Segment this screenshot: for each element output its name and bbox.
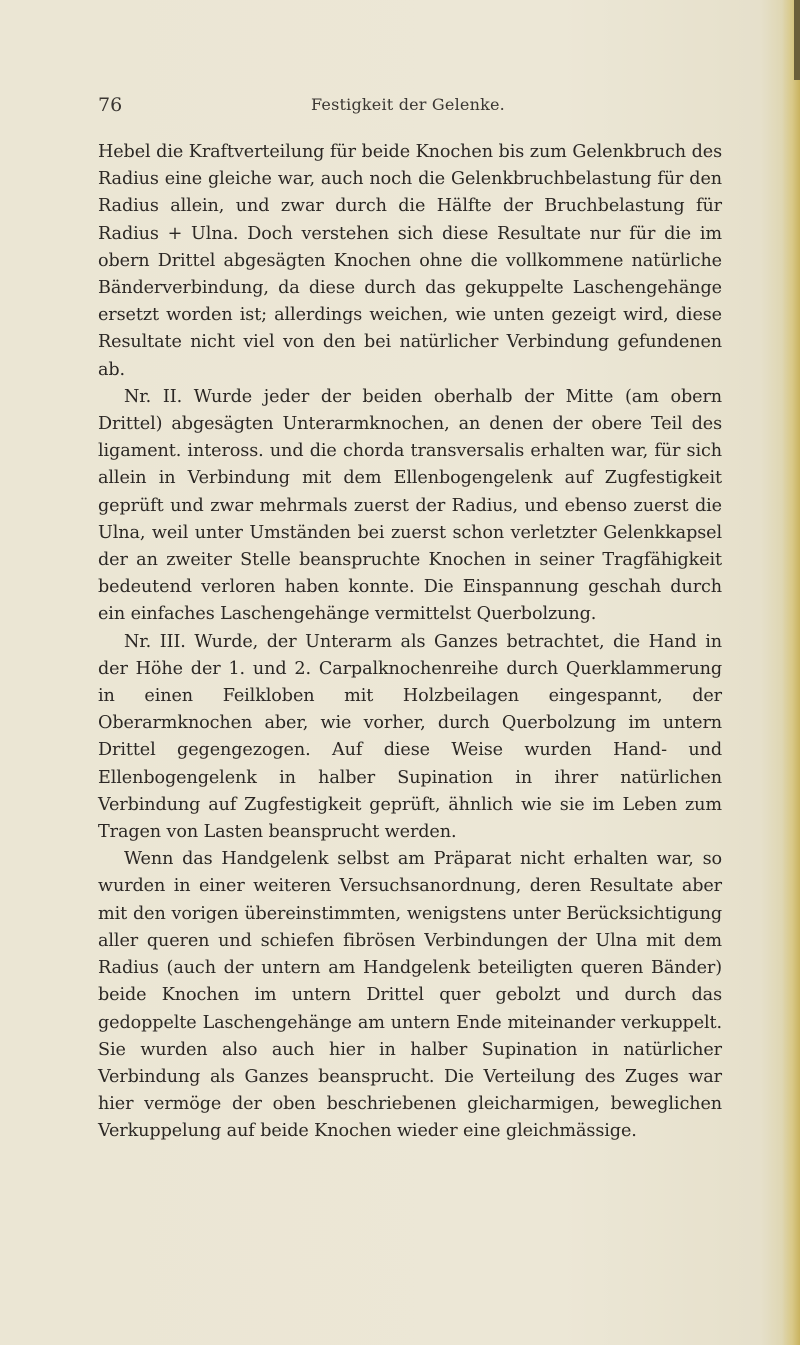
- paragraph-nr-iii: Nr. III. Wurde, der Unterarm als Ganzes betrachtet, die Hand in der Höhe der 1. und 2. Carpalknochenreihe durch Querklammerung in einen Feilkloben mit Holzbeilagen eingespannt, der Oberarmknochen aber, wie vorher, durch Querbolzung im untern Drittel gegengezogen. Auf diese Weise wurden Hand- und Ellenbogengelenk in halber Supination in ihrer natürlichen Verbindung auf Zugfestigkeit geprüft, ähnlich wie sie im Leben zum Tragen von Lasten beansprucht werden.: [98, 631, 722, 843]
- paragraph-nr-ii: Nr. II. Wurde jeder der beiden oberhalb der Mitte (am obern Drittel) abgesägten Unterarmknochen, an denen der obere Teil des ligament. inteross. und die chorda transversalis erhalten war, für sich allein in Verbindung mit dem Ellenbogengelenk auf Zugfestigkeit geprüft und zwar mehrmals zuerst der Radius, und ebenso zuerst die Ulna, weil unter Umständen bei zuerst schon verletzter Gelenkkapsel der an zweiter Stelle beanspruchte Knochen in seiner Tragfähigkeit bedeutend verloren haben konnte. Die Einspannung geschah durch ein einfaches Laschengehänge vermittelst Querbolzung.: [98, 386, 722, 625]
- running-title: Festigkeit der Gelenke.: [311, 95, 505, 114]
- body-text: [98, 139, 722, 1146]
- paragraph-continuation: Hebel die Kraftverteilung für beide Knochen bis zum Gelenkbruch des Radius eine gleiche war, auch noch die Gelenkbruchbelastung für den Radius allein, und zwar durch die Hälfte der Bruchbelastung für Radius + Ulna. Doch verstehen sich diese Resultate nur für die im obern Drittel abgesägten Knochen ohne die vollkommene natürliche Bänderverbindung, da diese durch das gekuppelte Laschengehänge ersetzt worden ist; allerdings weichen, wie unten gezeigt wird, diese Resultate nicht viel von den bei natürlicher Verbindung gefundenen ab.: [98, 142, 722, 380]
- page-edge-shadow: [782, 0, 800, 1345]
- paragraph-handgelenk: Wenn das Handgelenk selbst am Präparat nicht erhalten war, so wurden in einer weiteren Versuchsanordnung, deren Resultate aber mit den vorigen übereinstimmten, wenigstens unter Berücksichtigung aller queren und schiefen fibrösen Verbindungen der Ulna mit dem Radius (auch der untern am Handgelenk beteiligten queren Bänder) beide Knochen im untern Drittel quer gebolzt und durch das gedoppelte Laschengehänge am untern Ende miteinander verkuppelt. Sie wurden also auch hier in halber Supination in natürlicher Verbindung als Ganzes beansprucht. Die Verteilung des Zuges war hier vermöge der oben beschriebenen gleicharmigen, beweglichen Verkuppelung auf beide Knochen wieder eine gleichmässige.: [98, 849, 722, 1142]
- page-corner-mark: [794, 0, 800, 80]
- page-header: [98, 94, 718, 124]
- page-number: 76: [98, 94, 123, 116]
